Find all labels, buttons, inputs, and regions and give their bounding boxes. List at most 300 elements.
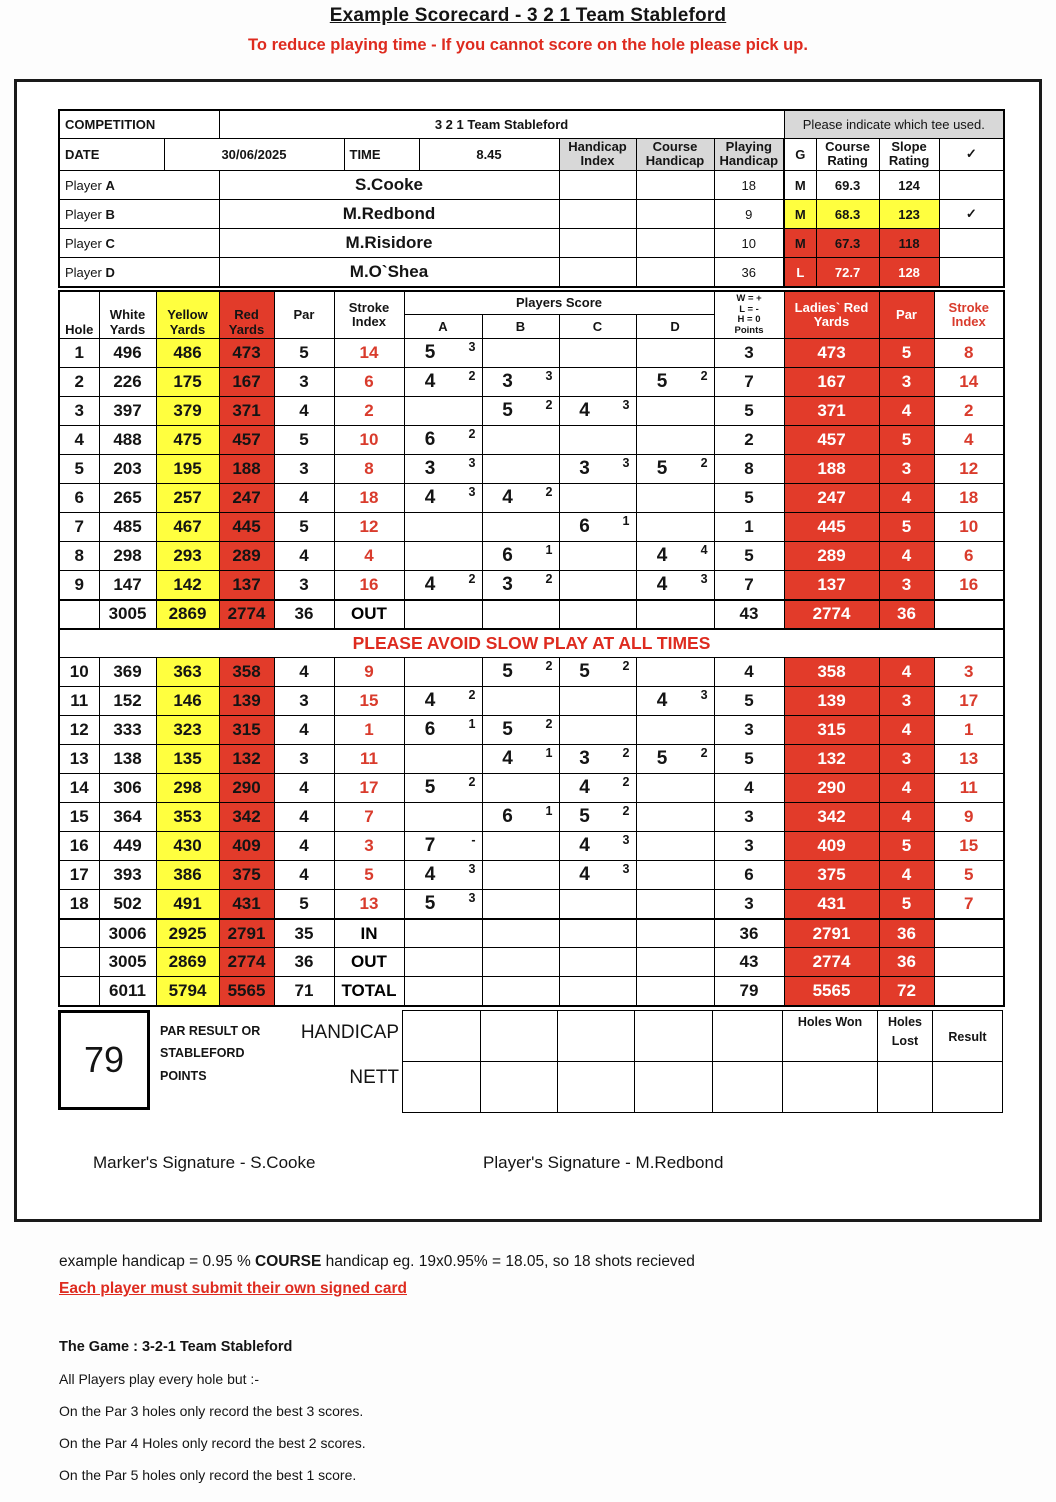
marker-signature: Marker's Signature - S.Cooke: [93, 1152, 316, 1172]
yellow-yards-cell: 293: [156, 542, 219, 571]
handicap-row-label: HANDICAP: [300, 1021, 399, 1043]
points-cell: 5: [714, 542, 784, 571]
player-c-name: M.Risidore: [219, 229, 559, 258]
player-a-score-cell-points: 3: [468, 485, 476, 500]
player-a-score-cell: [404, 716, 482, 745]
player-c-score-cell: [559, 542, 636, 571]
ladies-red-yards-cell: 289: [784, 542, 879, 571]
hole-number-cell: 8: [59, 542, 99, 571]
hole-number-cell: 2: [59, 368, 99, 397]
par-cell: 5: [274, 339, 334, 368]
player-word: Player: [65, 264, 102, 280]
player-d-score-cell: [636, 397, 714, 426]
ladies-stroke-index-cell: 2: [934, 397, 1004, 426]
holes-lost-header: Holes Lost: [878, 1010, 933, 1061]
points-total: 79: [714, 977, 784, 1006]
empty-cell: [934, 600, 1004, 629]
player-a-playing-handicap: 18: [714, 171, 784, 200]
player-letter: D: [105, 264, 115, 280]
stroke-index-cell: 8: [334, 455, 404, 484]
player-b-score-cell-points: 2: [545, 717, 553, 732]
hole-number-cell: 12: [59, 716, 99, 745]
white-yards-cell: 203: [99, 455, 156, 484]
hole-number-cell: 9: [59, 571, 99, 600]
white-yards-header: White Yards: [99, 291, 156, 339]
hole-header: Hole: [59, 291, 99, 339]
player-b-score-cell: [482, 571, 559, 600]
hole-row-16: [59, 832, 1004, 861]
stroke-index-cell: 12: [334, 513, 404, 542]
slow-play-banner-row: [59, 629, 1004, 658]
par-cell: 4: [274, 716, 334, 745]
course-handicap-header: Course Handicap: [636, 138, 714, 171]
white-yards-cell: 306: [99, 774, 156, 803]
player-a-score-cell-value: 5: [424, 893, 436, 915]
yellow-yards-cell: 135: [156, 745, 219, 774]
points-cell: 3: [714, 339, 784, 368]
player-d-score-cell: [636, 832, 714, 861]
hole-row-12: [59, 716, 1004, 745]
hole-row-7: [59, 513, 1004, 542]
ladies-par-cell: 3: [879, 687, 934, 716]
hole-row-18: [59, 890, 1004, 919]
ladies-red-yards-cell: 358: [784, 658, 879, 687]
player-c-score-cell: [559, 339, 636, 368]
ladies-stroke-index-cell: 8: [934, 339, 1004, 368]
red-yards-cell: 139: [219, 687, 274, 716]
player-d-score-cell: [636, 455, 714, 484]
empty-cell: [59, 948, 99, 977]
handicap-cell-d: [635, 1010, 713, 1061]
player-a-course-rating: 69.3: [816, 171, 879, 200]
hole-number-cell: 16: [59, 832, 99, 861]
player-a-score-cell-value: 4: [424, 487, 436, 509]
ladies-stroke-index-cell: 18: [934, 484, 1004, 513]
red-yards-total: 5565: [219, 977, 274, 1006]
red-yards-cell: 371: [219, 397, 274, 426]
ladies-red-yards-cell: 290: [784, 774, 879, 803]
player-b-score-cell: [482, 716, 559, 745]
hole-row-14: [59, 774, 1004, 803]
player-c-score-cell: [559, 484, 636, 513]
points-header-line: L = -: [739, 303, 759, 315]
hole-row-5: [59, 455, 1004, 484]
players-score-header: Players Score: [404, 291, 714, 315]
empty-score-cell-b: [482, 977, 559, 1006]
empty-cell: [934, 919, 1004, 948]
empty-score-cell-d: [636, 919, 714, 948]
player-a-score-cell: [404, 832, 482, 861]
red-yards-cell: 409: [219, 832, 274, 861]
player-c-score-cell: [559, 455, 636, 484]
slow-play-banner-cell: [59, 629, 1004, 658]
scorecard: [14, 79, 1042, 1222]
empty-score-cell-a: [404, 977, 482, 1006]
ladies-stroke-index-header: Stroke Index: [934, 291, 1004, 339]
player-a-score-cell-value: 5: [424, 777, 436, 799]
white-yards-cell: 265: [99, 484, 156, 513]
player-b-score-cell-value: 3: [502, 574, 513, 596]
yellow-yards-cell: 142: [156, 571, 219, 600]
player-c-score-cell: [559, 397, 636, 426]
player-d-gender: L: [784, 258, 816, 287]
score-header-row-1: [59, 291, 1004, 315]
player-d-score-cell: [636, 716, 714, 745]
par-total: 71: [274, 977, 334, 1006]
ladies-red-yards-cell: 375: [784, 861, 879, 890]
handicap-example-note: [59, 1253, 1056, 1271]
ladies-par-cell: 4: [879, 658, 934, 687]
player-c-score-cell-points: 3: [622, 398, 630, 413]
hole-row-6: [59, 484, 1004, 513]
player-d-score-cell-points: 3: [700, 572, 708, 587]
player-d-playing-handicap: 36: [714, 258, 784, 287]
note-text: example handicap = 0.95 %: [59, 1252, 256, 1270]
player-c-slope-rating: 118: [879, 229, 939, 258]
date-time-row: [59, 138, 1004, 171]
nett-row: [403, 1061, 1003, 1112]
ladies-red-yards-cell: 431: [784, 890, 879, 919]
player-c-score-cell-points: 2: [622, 804, 630, 819]
player-a-score-cell-value: 6: [424, 719, 436, 741]
player-a-score-cell-points: 1: [468, 717, 476, 732]
stroke-index-cell: 6: [334, 368, 404, 397]
empty-cell: [934, 948, 1004, 977]
player-b-score-cell: [482, 745, 559, 774]
player-c-score-cell-value: 4: [579, 864, 590, 886]
red-yards-cell: 137: [219, 571, 274, 600]
player-row-d: [59, 258, 1004, 287]
par-total: 36: [274, 948, 334, 977]
ladies-stroke-index-cell: 6: [934, 542, 1004, 571]
handicap-cell-points: [713, 1010, 783, 1061]
ladies-par-cell: 4: [879, 542, 934, 571]
ladies-stroke-index-cell: 16: [934, 571, 1004, 600]
white-yards-cell: 393: [99, 861, 156, 890]
ladies-red-yards-cell: 457: [784, 426, 879, 455]
handicap-nett-block: [58, 1010, 1003, 1113]
ladies-par-cell: 4: [879, 716, 934, 745]
ladies-stroke-index-cell: 9: [934, 803, 1004, 832]
yellow-yards-total: 5794: [156, 977, 219, 1006]
empty-cell: [59, 919, 99, 948]
ladies-stroke-index-cell: 3: [934, 658, 1004, 687]
hole-number-cell: 14: [59, 774, 99, 803]
player-d-score-cell-value: 4: [656, 574, 668, 596]
ladies-red-yards-cell: 139: [784, 687, 879, 716]
hole-number-cell: 17: [59, 861, 99, 890]
player-c-score-cell: [559, 687, 636, 716]
par-cell: 3: [274, 687, 334, 716]
handicap-row: [403, 1010, 1003, 1061]
nett-cell-b: [481, 1061, 558, 1112]
player-c-score-cell-value: 3: [579, 748, 590, 770]
ladies-red-yards-cell: 371: [784, 397, 879, 426]
player-b-score-cell-points: 3: [545, 369, 553, 384]
player-d-score-cell: [636, 484, 714, 513]
stroke-index-cell: 16: [334, 571, 404, 600]
hole-row-4: [59, 426, 1004, 455]
player-c-playing-handicap: 10: [714, 229, 784, 258]
ladies-stroke-index-cell: 7: [934, 890, 1004, 919]
nett-cell-holes-lost: [878, 1061, 933, 1112]
competition-row: [59, 110, 1004, 138]
hole-number-cell: 3: [59, 397, 99, 426]
player-c-score-cell: [559, 368, 636, 397]
ladies-red-yards-cell: 315: [784, 716, 879, 745]
ladies-par-cell: 5: [879, 832, 934, 861]
yellow-yards-cell: 195: [156, 455, 219, 484]
white-yards-cell: 488: [99, 426, 156, 455]
player-d-score-cell: [636, 687, 714, 716]
ladies-stroke-index-cell: 12: [934, 455, 1004, 484]
points-cell: 3: [714, 716, 784, 745]
player-b-score-cell-value: 4: [502, 748, 513, 770]
player-a-score-cell-points: 2: [468, 572, 476, 587]
tick-column-header: ✓: [939, 138, 1004, 171]
competition-label: COMPETITION: [59, 110, 219, 138]
par-cell: 4: [274, 658, 334, 687]
ladies-par-cell: 4: [879, 803, 934, 832]
ladies-stroke-index-cell: 1: [934, 716, 1004, 745]
player-c-score-cell: [559, 716, 636, 745]
empty-score-cell-b: [482, 948, 559, 977]
player-d-score-cell: [636, 571, 714, 600]
points-total: 43: [714, 600, 784, 629]
stroke-index-cell: 3: [334, 832, 404, 861]
player-b-handicap-index: [559, 200, 636, 229]
handicap-cell-c: [558, 1010, 635, 1061]
summary-label: OUT: [334, 600, 404, 629]
hole-number-cell: 4: [59, 426, 99, 455]
player-a-course-handicap: [636, 171, 714, 200]
hole-row-8: [59, 542, 1004, 571]
nett-cell-d: [635, 1061, 713, 1112]
player-b-course-rating: 68.3: [816, 200, 879, 229]
red-yards-header: Red Yards: [219, 291, 274, 339]
tee-note: Please indicate which tee used.: [784, 110, 1004, 138]
player-letter: B: [105, 206, 115, 222]
nett-row-label: NETT: [349, 1066, 399, 1088]
ladies-red-yards-cell: 342: [784, 803, 879, 832]
player-d-score-cell: [636, 803, 714, 832]
white-yards-cell: 152: [99, 687, 156, 716]
player-d-tick: [939, 258, 1004, 287]
out_front-row: [59, 600, 1004, 629]
player-d-score-cell-value: 4: [656, 545, 668, 567]
player-c-score-cell-points: 2: [622, 746, 630, 761]
player-d-score-cell-points: 4: [700, 543, 708, 558]
points-box-label-line: PAR RESULT OR: [160, 1023, 261, 1038]
player-a-column-header: A: [404, 315, 482, 339]
yellow-yards-cell: 323: [156, 716, 219, 745]
points-cell: 7: [714, 368, 784, 397]
player-b-score-cell: [482, 890, 559, 919]
red-yards-cell: 188: [219, 455, 274, 484]
stroke-index-cell: 5: [334, 861, 404, 890]
player-d-score-cell: [636, 745, 714, 774]
hole-number-cell: 6: [59, 484, 99, 513]
player-a-score-cell: [404, 368, 482, 397]
player-d-score-cell-value: 5: [656, 371, 668, 393]
date-value: 30/06/2025: [164, 138, 344, 171]
out_back-row: [59, 948, 1004, 977]
yellow-yards-cell: 430: [156, 832, 219, 861]
player-c-score-cell-value: 4: [579, 835, 590, 857]
ladies-par-cell: 5: [879, 513, 934, 542]
points-box-label-line: POINTS: [160, 1068, 207, 1083]
par-cell: 3: [274, 745, 334, 774]
ladies-par-cell: 3: [879, 368, 934, 397]
empty-score-cell-c: [559, 600, 636, 629]
player-b-score-cell: [482, 861, 559, 890]
red-yards-total: 2791: [219, 919, 274, 948]
empty-score-cell-b: [482, 919, 559, 948]
player-b-course-handicap: [636, 200, 714, 229]
player-c-score-cell: [559, 890, 636, 919]
player-row-c: [59, 229, 1004, 258]
ladies-red-yards-cell: 409: [784, 832, 879, 861]
player-a-score-cell: [404, 571, 482, 600]
stroke-index-cell: 17: [334, 774, 404, 803]
player-b-score-cell-points: 2: [545, 398, 553, 413]
par-cell: 3: [274, 368, 334, 397]
par-cell: 4: [274, 542, 334, 571]
ladies-par-cell: 5: [879, 890, 934, 919]
handicap-cell-a: [403, 1010, 481, 1061]
player-d-score-cell-points: 2: [700, 369, 708, 384]
yellow-yards-header: Yellow Yards: [156, 291, 219, 339]
stroke-index-cell: 10: [334, 426, 404, 455]
player-c-course-rating: 67.3: [816, 229, 879, 258]
yellow-yards-cell: 146: [156, 687, 219, 716]
red-yards-total: 2774: [219, 600, 274, 629]
player-b-score-cell-points: 1: [545, 543, 553, 558]
points-cell: 3: [714, 890, 784, 919]
ladies-stroke-index-cell: 15: [934, 832, 1004, 861]
hole-row-9: [59, 571, 1004, 600]
player-a-score-cell: [404, 542, 482, 571]
player-a-handicap-index: [559, 171, 636, 200]
ladies-red-yards-header: Ladies` Red Yards: [784, 291, 879, 339]
player-a-score-cell: [404, 426, 482, 455]
nett-cell-points: [713, 1061, 783, 1112]
player-b-score-cell-value: 4: [502, 487, 513, 509]
player-a-gender: M: [784, 171, 816, 200]
score-table: [58, 290, 1005, 1007]
player-a-score-cell: [404, 774, 482, 803]
player-d-score-cell: [636, 861, 714, 890]
player-d-score-cell: [636, 339, 714, 368]
player-b-score-cell: [482, 803, 559, 832]
player-d-name: M.O`Shea: [219, 258, 559, 287]
red-yards-cell: 358: [219, 658, 274, 687]
par-cell: 3: [274, 455, 334, 484]
empty-score-cell-d: [636, 600, 714, 629]
player-a-score-cell: [404, 455, 482, 484]
player-d-score-cell: [636, 368, 714, 397]
hole-row-13: [59, 745, 1004, 774]
empty-score-cell-c: [559, 977, 636, 1006]
empty-score-cell-c: [559, 919, 636, 948]
player-b-tick: ✓: [939, 200, 1004, 229]
player-c-score-cell-value: 4: [579, 777, 590, 799]
page-footer: [0, 1222, 1056, 1483]
par-total: 35: [274, 919, 334, 948]
points-cell: 5: [714, 745, 784, 774]
player-letter: C: [105, 235, 115, 251]
player-a-score-cell-points: 2: [468, 775, 476, 790]
empty-score-cell-b: [482, 600, 559, 629]
nett-cell-c: [558, 1061, 635, 1112]
player-b-score-cell: [482, 687, 559, 716]
hole-number-cell: 18: [59, 890, 99, 919]
empty-score-cell-a: [404, 919, 482, 948]
red-yards-cell: 473: [219, 339, 274, 368]
player-c-score-cell-points: 2: [622, 775, 630, 790]
points-cell: 4: [714, 774, 784, 803]
summary-label: OUT: [334, 948, 404, 977]
ladies-red-yards-cell: 247: [784, 484, 879, 513]
playing-handicap-header: Playing Handicap: [714, 138, 784, 171]
player-b-score-cell-value: 5: [502, 661, 513, 683]
ladies-yards-total: 5565: [784, 977, 879, 1006]
player-b-score-cell: [482, 368, 559, 397]
white-yards-cell: 449: [99, 832, 156, 861]
game-rule-line: On the Par 4 Holes only record the best 2 scores.: [59, 1434, 366, 1451]
hole-row-17: [59, 861, 1004, 890]
player-row-a: [59, 171, 1004, 200]
player-d-score-cell-value: 5: [656, 748, 668, 770]
player-a-score-cell-value: 3: [424, 458, 436, 480]
ladies-par-cell: 3: [879, 745, 934, 774]
player-d-handicap-index: [559, 258, 636, 287]
red-yards-cell: 247: [219, 484, 274, 513]
player-b-score-cell-value: 5: [502, 719, 513, 741]
white-yards-cell: 496: [99, 339, 156, 368]
par-cell: 4: [274, 774, 334, 803]
red-yards-cell: 289: [219, 542, 274, 571]
hole-row-15: [59, 803, 1004, 832]
ladies-yards-total: 2774: [784, 600, 879, 629]
nett-cell-result: [933, 1061, 1003, 1112]
player-b-name: M.Redbond: [219, 200, 559, 229]
player-d-score-cell: [636, 658, 714, 687]
handicap-cell-b: [481, 1010, 558, 1061]
player-b-score-cell: [482, 484, 559, 513]
player-c-score-cell-points: 2: [622, 659, 630, 674]
player-letter: A: [105, 177, 115, 193]
player-a-score-cell-value: 4: [424, 574, 436, 596]
player-b-score-cell-points: 2: [545, 659, 553, 674]
player-a-score-cell-points: 2: [468, 688, 476, 703]
player-d-score-cell: [636, 542, 714, 571]
yellow-yards-cell: 467: [156, 513, 219, 542]
player-a-score-cell-value: 4: [424, 371, 436, 393]
player-a-score-cell-points: 3: [468, 456, 476, 471]
empty-score-cell-c: [559, 948, 636, 977]
yellow-yards-cell: 257: [156, 484, 219, 513]
game-rule-line: On the Par 3 holes only record the best 3 scores.: [59, 1402, 364, 1419]
player-d-label: [59, 258, 219, 287]
course-rating-header: Course Rating: [816, 138, 879, 171]
player-b-score-cell: [482, 455, 559, 484]
player-b-score-cell: [482, 339, 559, 368]
stroke-index-cell: 18: [334, 484, 404, 513]
white-yards-cell: 364: [99, 803, 156, 832]
player-row-b: [59, 200, 1004, 229]
ladies-red-yards-cell: 445: [784, 513, 879, 542]
